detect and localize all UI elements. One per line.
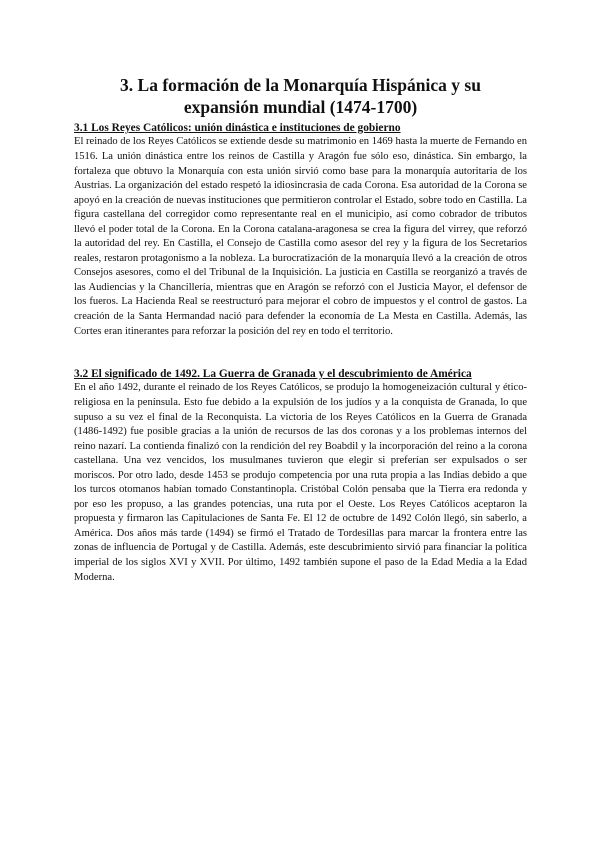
- document-page: [74, 74, 527, 585]
- section-heading: 3.2 El significado de 1492. La Guerra de Granada y el descubrimiento de América: [74, 368, 472, 381]
- section-heading: 3.1 Los Reyes Católicos: unión dinástica e instituciones de gobierno: [74, 122, 401, 134]
- title-line-2: expansión mundial (1474-1700): [183, 97, 418, 117]
- section-3-1: [74, 122, 527, 339]
- title-line-1: 3. La formación de la Monarquía Hispánica y su: [120, 75, 481, 95]
- section-spacer: [74, 339, 527, 368]
- section-3-2: [74, 368, 527, 585]
- document-title: [74, 74, 527, 118]
- section-paragraph: En el año 1492, durante el reinado de los Reyes Católicos, se produjo la homogeneización cultural y ético-religiosa en la península. Esto fue debido a la expulsión de los judíos y a la conquista de Granada, lo que supuso a su vez el final de la Reconquista. La victoria de los Reyes Católicos en la Guerra de Granada (1486-1492) fue posible gracias a la unión de recursos de las dos coronas y a los problemas internos del reino nazarí. La contienda finalizó con la rendición del rey Boabdil y la incorporación del reino a la corona castellana. Una vez vencidos, los musulmanes tuvieron que elegir si preferían ser expulsados o ser moriscos. Por otro lado, desde 1453 se produjo competencia por una ruta propia a las Indias debido a que los turcos otomanos habían tomado Constantinopla. Cristóbal Colón pensaba que la Tierra era redonda y por eso les propuso, a las grandes potencias, una ruta por el Oeste. Los Reyes Católicos aceptaron la propuesta y firmaron las Capitulaciones de Santa Fe. El 12 de octubre de 1492 Colón llegó, sin saberlo, a América. Dos años más tarde (1494) se firmó el Tratado de Tordesillas para marcar la frontera entre las zonas de influencia de Portugal y de Castilla. Además, este descubrimiento sirvió para financiar la política imperial de los siglos XVI y XVII. Por último, 1492 también supone el paso de la Edad Media a la Edad Moderna.: [74, 382, 527, 583]
- section-paragraph: El reinado de los Reyes Católicos se extiende desde su matrimonio en 1469 hasta la muerte de Fernando en 1516. La unión dinástica entre los reinos de Castilla y Aragón fue sólo eso, dinástica. Sin embargo, la fortaleza que obtuvo la Monarquía con esta unión sirvió como base para la monarquía autoritaria de los Austrias. La organización del estado respetó la idiosincrasia de cada Corona. Esa autoridad de la Corona se apoyó en la creación de nuevas instituciones que permitieron controlar el Estado, sobre todo en Castilla. La figura castellana del corregidor como representante real en el municipio, así como cobrador de tributos llevó el poder total de la Corona. En la Corona catalana-aragonesa se crea la figura del virrey, que reforzó la autoridad del rey. En Castilla, el Consejo de Castilla como asesor del rey y la figura de los Secretarios reales, restaron protagonismo a la nobleza. La burocratización de la monarquía llevó a la creación de otros Consejos asesores, como el del Tribunal de la Inquisición. La justicia en Castilla se reorganizó a través de las Audiencias y la Chancillería, mientras que en Aragón se reforzó con el Justicia Mayor, el defensor de los fueros. La Hacienda Real se reestructuró para mejorar el cobro de impuestos y el control de gastos. La creación de la Santa Hermandad nació para defender la economía de La Mesta en Castilla. Además, las Cortes eran itinerantes para reforzar la posición del rey en todo el territorio.: [74, 136, 527, 337]
